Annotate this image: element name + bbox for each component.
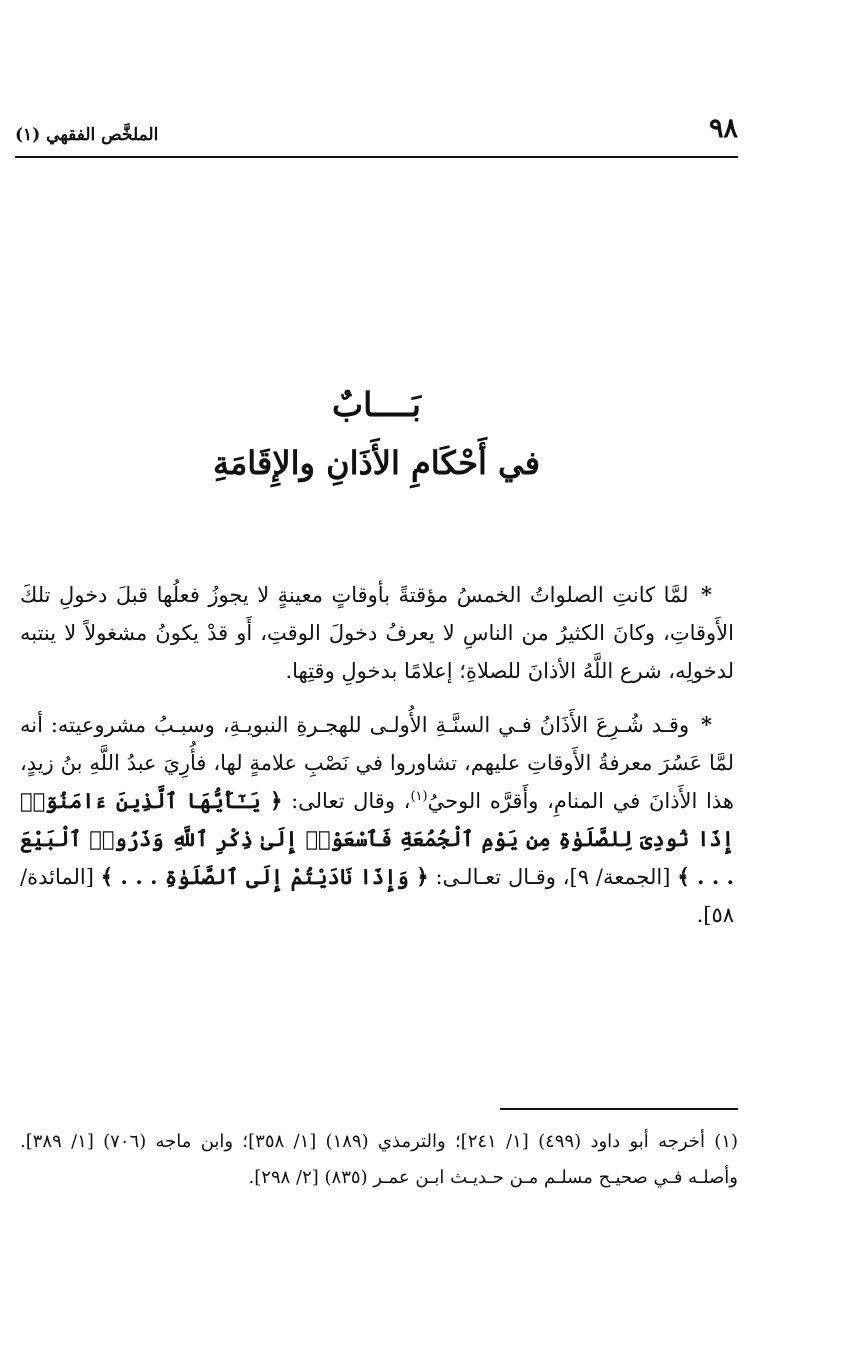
paragraph-text: وقـد شُـرِعَ الأَذَانُ فـي السنَّـةِ الأُولـى للهجـرةِ النبويـةِ، وسبـبُ مشروعيته: أنه لمَّا عَسُرَ معرفةُ الأَوقاتِ عليهم، تشاوروا في نَصْبِ علامةٍ لها، فأُرِيَ عبدُ اللَّهِ بنُ زيدٍ، هذا الأَذانَ في المنامِ، وأَقرَّه الوحيُ: [20, 713, 734, 813]
verse-reference-jumuah: [الجمعة/ ٩]، وقـال تعـالـى:: [435, 865, 671, 889]
quran-verse-jumuah: ﴿ يَـٰٓأَيُّهَا ٱلَّذِينَ ءَامَنُوٓا۟ إِذَا نُودِىَ لِلصَّلَوٰةِ مِن يَوْمِ ٱلْجُمُعَةِ فَٱسْعَوْا۟ إِلَىٰ ذِكْرِ ٱللَّهِ وَذَرُوا۟ ٱلْبَيْعَ . . . ﴾: [20, 788, 734, 889]
paragraph-adhan-purpose: [20, 576, 734, 690]
chapter-heading: [15, 382, 738, 492]
body-text: [20, 576, 734, 950]
header-rule: [15, 156, 738, 158]
paragraph-text: لمَّا كانتِ الصلواتُ الخمسُ مؤقتةً بأوقاتٍ معينةٍ لا يجوزُ فعلُها قبلَ دخولِ تلكَ الأَوقاتِ، وكانَ الكثيرُ من الناسِ لا يعرفُ دخولَ الوقتِ، أَو قدْ يكونُ مشغولاً لا ينتبه لدخولِه، شرع اللَّهُ الأذانَ للصلاةِ؛ إعلامًا بدخولِ وقتِها.: [20, 583, 734, 683]
footnotes: [20, 1124, 738, 1196]
chapter-title: في أَحْكَامِ الأَذَانِ والإِقَامَةِ: [212, 444, 540, 482]
bullet-marker: *: [701, 582, 712, 607]
bullet-marker: *: [701, 712, 712, 737]
page-number: ٩٨: [708, 113, 738, 144]
page-header: [15, 112, 738, 156]
quran-verse-maidah: ﴿ وَإِذَا نَادَيْتُمْ إِلَى ٱلصَّلَوٰةِ . . . ﴾: [100, 864, 429, 889]
paragraph-adhan-legislation: [20, 706, 734, 934]
footnote-reference: (١): [410, 789, 428, 804]
footnote-1: (١) أخرجه أبو داود (٤٩٩) [١/ ٢٤١]؛ والترمذي (١٨٩) [١/ ٣٥٨]؛ وابن ماجه (٧٠٦) [١/ ٣٨٩]. وأصلـه فـي صحيـح مسلـم مـن حـديـث ابـن عمـر (٨٣٥) [٢/ ٢٩٨].: [20, 1131, 738, 1188]
paragraph-text-continued: ، وقال تعالى:: [291, 789, 411, 813]
running-title: الملخَّص الفقهي (١): [15, 125, 159, 145]
verse-reference-maidah: [المائدة/ ٥٨].: [20, 865, 734, 927]
footnote-rule: [500, 1108, 738, 1110]
chapter-label: بَــــابٌ: [332, 385, 421, 424]
